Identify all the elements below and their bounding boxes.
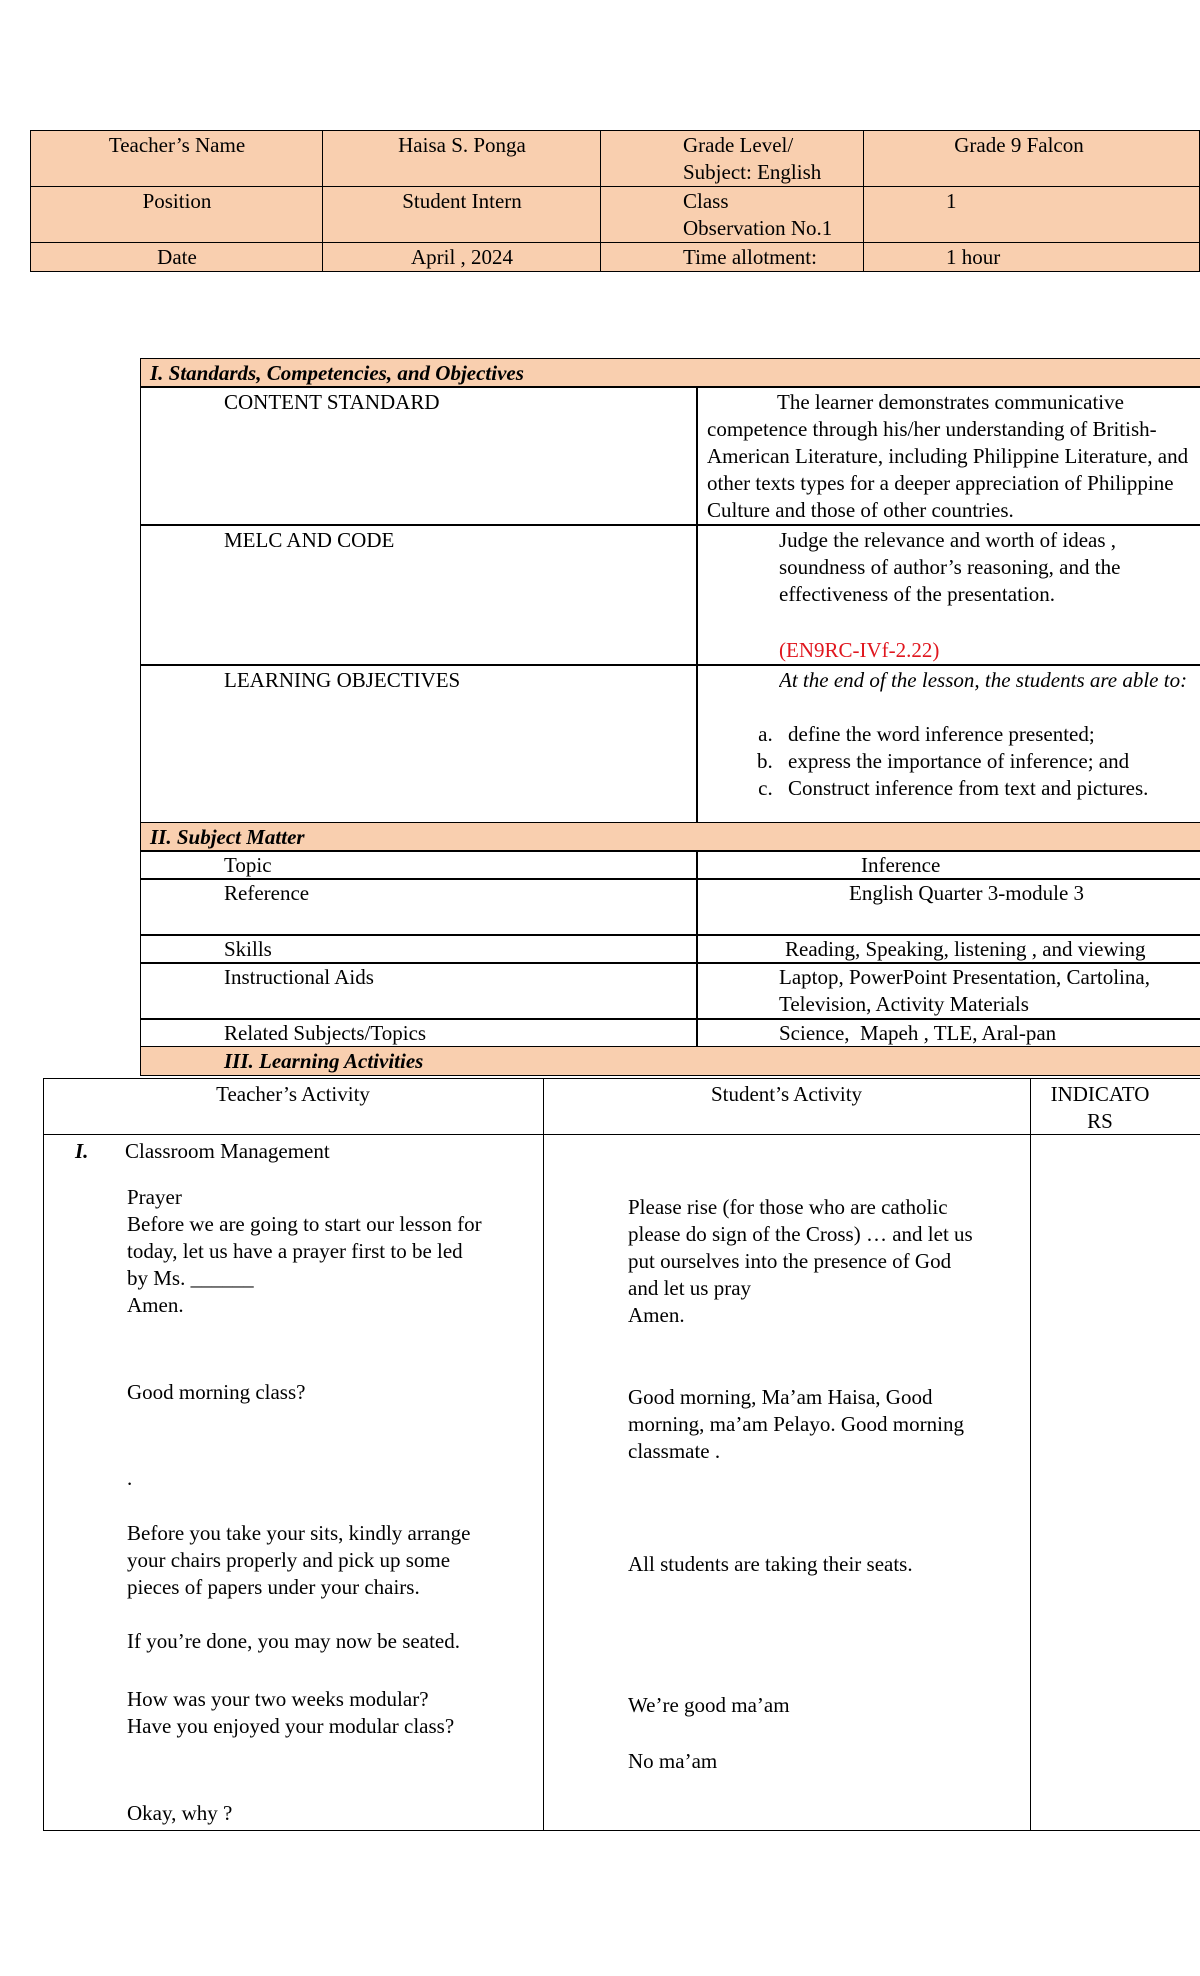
section-title-standards: I. Standards, Competencies, and Objectives [150,361,524,385]
position-label: Position [142,189,212,213]
reference-label: Reference [224,881,310,905]
melc-label: MELC AND CODE [224,528,395,552]
melc-text: Judge the relevance and worth of ideas , soundness of author’s reasoning, and the effectiveness of the presentation. [779,528,1121,606]
indicators-header: INDICATO RS [1050,1082,1150,1133]
content-standard-text: The learner demonstrates communicative competence through his/her understanding of British- American Literature, including Philippine Literature, and other texts types for a deeper appreciation of Philippine Culture and those of other countries. [707,390,1189,522]
teacher-name-label: Teacher’s Name [108,133,246,157]
related-subjects-value: Science, Mapeh , TLE, Aral-pan [779,1021,1057,1045]
teacher-block: Prayer Before we are going to start our lesson for today, let us have a prayer first to be led by Ms. ______ Amen. [127,1185,482,1317]
instructional-aids-value: Laptop, PowerPoint Presentation, Cartolina, Television, Activity Materials [779,965,1150,1016]
topic-label: Topic [224,853,272,877]
objective-item: a. define the word inference presented; [778,721,1200,748]
section-title-subject-matter: II. Subject Matter [150,825,305,849]
objectives-label: LEARNING OBJECTIVES [224,668,461,692]
teacher-block: Good morning class? [127,1380,306,1404]
classroom-management-heading: Classroom Management [125,1139,330,1163]
topic-value: Inference [861,853,941,877]
teacher-block: . [127,1466,133,1490]
column-divider [543,1078,544,1831]
table-cell [696,850,1200,880]
melc-code: (EN9RC-IVf-2.22) [779,638,940,662]
teacher-block: Okay, why ? [127,1801,233,1825]
section-title-learning-activities: III. Learning Activities [224,1049,424,1073]
objective-item: c. Construct inference from text and pictures. [778,775,1200,802]
skills-value: Reading, Speaking, listening , and viewing [785,937,1146,961]
related-subjects-label: Related Subjects/Topics [224,1021,427,1045]
objectives-intro: At the end of the lesson, the students are able to: [779,668,1188,692]
teacher-name-value: Haisa S. Ponga [398,133,526,157]
teacher-activity-header: Teacher’s Activity [216,1082,370,1106]
objective-item: b. express the importance of inference; and [778,748,1200,775]
student-block: Please rise (for those who are catholic please do sign of the Cross) … and let us put ourselves into the presence of God and let us pray Amen. [628,1195,973,1327]
column-divider [1030,1078,1031,1831]
student-block: No ma’am [628,1749,718,1773]
time-allotment-label: Time allotment: [683,245,817,269]
student-activity-header: Student’s Activity [710,1082,863,1106]
observation-label: Class Observation No.1 [683,189,833,240]
date-label: Date [157,245,197,269]
position-value: Student Intern [402,189,522,213]
teacher-block: Before you take your sits, kindly arrange your chairs properly and pick up some pieces of papers under your chairs. [127,1521,471,1599]
teacher-block: How was your two weeks modular? Have you enjoyed your modular class? [127,1687,455,1738]
header-divider [43,1134,1200,1135]
student-block: Good morning, Ma’am Haisa, Good morning, ma’am Pelayo. Good morning classmate . [628,1385,964,1463]
header-cell [863,186,1200,244]
objectives-list [740,721,1200,802]
skills-label: Skills [224,937,272,961]
roman-numeral: I. [75,1139,89,1163]
student-block: We’re good ma’am [628,1693,790,1717]
grade-level-label: Grade Level/ Subject: English [683,133,822,184]
teacher-block: If you’re done, you may now be seated. [127,1629,460,1653]
instructional-aids-label: Instructional Aids [224,965,374,989]
reference-value: English Quarter 3-module 3 [849,881,1085,905]
observation-value: 1 [946,189,957,213]
grade-level-value: Grade 9 Falcon [954,133,1084,157]
student-block: All students are taking their seats. [628,1552,913,1576]
date-value: April , 2024 [410,245,514,269]
time-allotment-value: 1 hour [946,245,1001,269]
content-standard-label: CONTENT STANDARD [224,390,440,414]
